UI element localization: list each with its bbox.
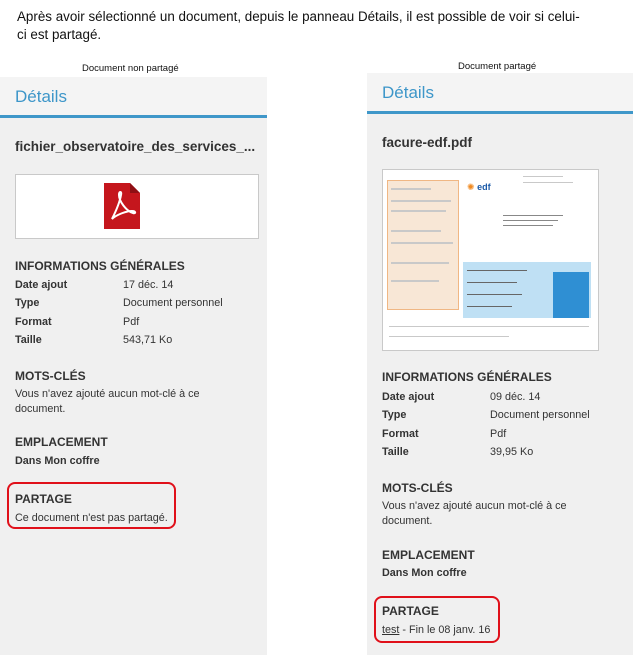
general-info-title: INFORMATIONS GÉNÉRALES [15,259,185,273]
info-row-date [382,391,540,403]
invoice-total-block [553,272,589,318]
details-panel-shared [367,73,633,655]
invoice-line [467,306,512,307]
keywords-text-line-2: document. [382,515,433,527]
invoice-line [503,215,563,216]
share-expiry: - Fin le 08 janv. 16 [399,624,491,636]
intro-line-2: ci est partagé. [17,27,102,42]
info-label: Type [15,297,40,309]
info-label: Format [382,428,419,440]
panel-title: Détails [15,87,67,106]
invoice-line [467,270,527,271]
info-label: Taille [382,446,409,458]
invoice-line [389,336,509,337]
invoice-line [391,242,453,244]
invoice-line [391,188,431,190]
keywords-title: MOTS-CLÉS [382,481,453,495]
file-name[interactable]: facure-edf.pdf [382,135,473,150]
keywords-text-line-1: Vous n'avez ajouté aucun mot-clé à ce [15,388,200,400]
details-panel-not-shared [0,77,267,655]
info-row-format [382,428,506,440]
keywords-text [382,499,567,529]
location-title: EMPLACEMENT [15,435,108,449]
invoice-line [391,262,449,264]
invoice-line [523,176,563,177]
intro-text [17,8,632,44]
location-title: EMPLACEMENT [382,548,475,562]
info-row-size [382,446,533,458]
keywords-text [15,387,200,417]
file-name[interactable]: fichier_observatoire_des_services_... [15,139,255,154]
general-info-title: INFORMATIONS GÉNÉRALES [382,370,552,384]
info-value: 17 déc. 14 [123,279,174,291]
info-value: Document personnel [123,297,223,309]
invoice-line [391,210,446,212]
info-value: Pdf [490,428,507,440]
invoice-line [389,326,589,327]
info-label: Type [382,409,407,421]
caption-shared: Document partagé [458,61,537,72]
sharing-title: PARTAGE [15,492,72,506]
keywords-text-line-1: Vous n'avez ajouté aucun mot-clé à ce [382,500,567,512]
invoice-line [391,200,451,202]
invoice-line [391,280,439,282]
document-thumbnail[interactable] [382,169,599,351]
caption-not-shared: Document non partagé [82,63,179,74]
sharing-highlight-box [374,596,500,643]
sharing-title: PARTAGE [382,604,439,618]
location-value[interactable]: Mon coffre [44,455,100,467]
invoice-line [523,182,573,183]
location-value[interactable]: Mon coffre [411,567,467,579]
panel-title: Détails [382,83,434,102]
info-value: Document personnel [490,409,590,421]
invoice-line [467,294,522,295]
share-link[interactable]: test [382,624,400,636]
info-row-type [382,409,590,421]
location-text [15,454,100,469]
invoice-line [503,225,553,226]
intro-line-1: Après avoir sélectionné un document, depuis le panneau Détails, il est possible de voir si celui- [17,9,580,24]
invoice-line [503,220,558,221]
info-row-size [15,334,172,346]
info-value: 39,95 Ko [490,446,534,458]
invoice-line [467,282,517,283]
info-value: Pdf [123,316,140,328]
info-label: Date ajout [15,279,68,291]
info-label: Date ajout [382,391,435,403]
invoice-line [391,230,441,232]
pdf-icon [104,183,140,229]
info-row-format [15,316,139,328]
panel-header [367,73,633,114]
location-text [382,566,467,581]
edf-logo-text: edf [477,182,491,192]
document-thumbnail[interactable] [15,174,259,239]
info-row-date [15,279,173,291]
info-label: Taille [15,334,42,346]
edf-logo: ✺ edf [467,182,491,192]
location-prefix: Dans [382,567,409,579]
info-value: 09 déc. 14 [490,391,541,403]
sharing-text: Ce document n'est pas partagé. [15,512,168,524]
keywords-title: MOTS-CLÉS [15,369,86,383]
sharing-highlight-box [7,482,176,529]
info-value: 543,71 Ko [123,334,173,346]
info-label: Format [15,316,52,328]
panel-header [0,77,267,118]
location-prefix: Dans [15,455,42,467]
info-row-type [15,297,223,309]
keywords-text-line-2: document. [15,403,66,415]
